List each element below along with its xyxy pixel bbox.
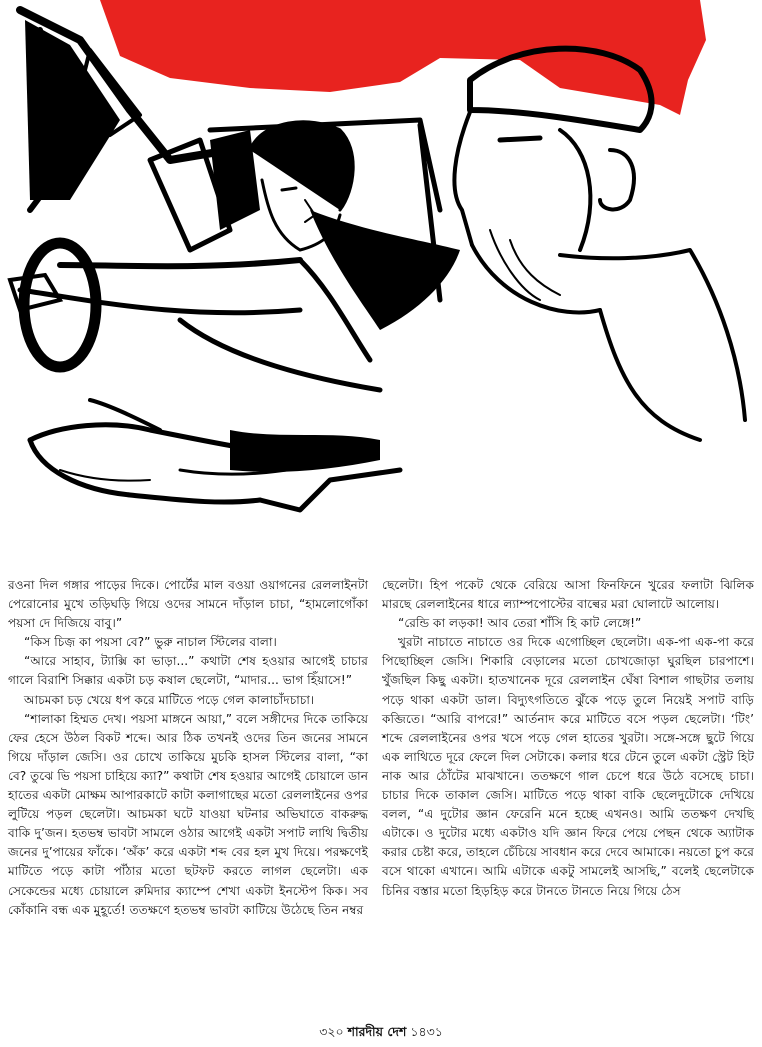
paragraph: “রেন্ডি কা লড়কা! আব তেরা শাঁসি হি কাট লেঙ্গে!”: [398, 616, 642, 631]
paragraph: “শালাকা হিম্মত দেখ। পয়সা মাঙ্গনে আয়া,” বলে সঙ্গীদের দিকে তাকিয়ে ফের হেসে উঠল বিকট শব্দে। আর ঠিক তখনই ওদের তিন জনের সামনে গিয়ে দাঁড়াল জেসি। ওর চোখে তাকিয়ে মুচকি হাসল স্টিলের বালা, “কা বে? তুঝে ভি পয়সা চাহিয়ে ক্যা?” কথাটা শেষ হওয়ার আগেই চোয়ালে ডান হাতের একটা মোক্ষম আপারকাটে কাটা কলাগাছের মতো রেললাইনের ওপর লুটিয়ে পড়ল ছেলেটা। আচমকা ঘটে যাওয়া ঘটনার অভিঘাতে বাকরুদ্ধ বাকি দু’জন। হতভম্ব ভাবটা সামলে ওঠার আগেই একটা সপাট লাথি দ্বিতীয় জনের দু’পায়ের ফাঁকে। ‘অঁক’ করে একটা শব্দ বের হল মুখ দিয়ে। পরক্ষণেই মাটিতে পড়ে কাটা পাঁঠার মতো ছটফট করতে লাগল ছেলেটা। এক সেকেন্ডের মধ্যে চোয়ালে রুমিদার ক্যাম্পে শেখা একটা ইনস্টেপ কিক। সব কোঁকানি বন্ধ এক মুহূর্তে! ততক্ষণে হতভম্ব ভাবটা কাটিয়ে উঠেছে তিন নম্বর: [8, 711, 368, 917]
paragraph: “কিস চিজ় কা পয়সা বে?” ভুরু নাচাল স্টিলের বালা।: [24, 635, 277, 650]
magazine-name: শারদীয় দেশ: [347, 1024, 407, 1039]
issue-year: ১৪৩১: [410, 1024, 443, 1039]
paragraph: রওনা দিল গঙ্গার পাড়ের দিকে। পোর্টের মাল বওয়া ওয়াগনের রেললাইনটা পেরোনোর মুখে তড়িঘড়ি গিয়ে ওদের সামনে দাঁড়াল চাচা, “হামলোগোঁকা পয়সা দে দিজিয়ে বাবু।”: [8, 578, 368, 631]
page-number: ৩২০: [319, 1024, 344, 1039]
paragraph: “আরে সাহাব, ট্যাক্সি কা ভাড়া...” কথাটা শেষ হওয়ার আগেই চাচার গালে বিরাশি সিক্কার একটা চড় কষাল ছেলেটা, “মাদার... ভাগ হিঁয়াসে!”: [8, 654, 368, 688]
paragraph: খুরটা নাচাতে নাচাতে ওর দিকে এগোচ্ছিল ছেলেটা। এক-পা এক-পা করে পিছোচ্ছিল জেসি। শিকারি বেড়ালের মতো চোখজোড়া ঘুরছিল চারপাশে। খুঁজছিল কিছু একটা। হাতখানেক দূরে রেললাইন ঘেঁষা বিশাল গাছটার তলায় পড়ে থাকা একটা ডাল। বিদ্যুৎগতিতে ঝুঁকে পড়ে তুলে নিয়েই সপাট বাড়ি কব্জিতে। “আরি বাপরে!” আর্তনাদ করে মাটিতে বসে পড়ল ছেলেটা। ‘টিং’ শব্দে রেললাইনের ওপর খসে পড়ে গেল হাতের খুরটা। সঙ্গে-সঙ্গে ছুটে গিয়ে এক লাথিতে দূরে ফেলে দিল সেটাকে। কলার ধরে টেনে তুলে একটা স্ট্রেট হিট নাক আর ঠোঁটের মাঝখানে। ততক্ষণে গাল চেপে ধরে উঠে বসেছে চাচা। চাচার দিকে তাকাল জেসি। মাটিতে পড়ে থাকা বাকি ছেলেদুটোকে দেখিয়ে বলল, “এ দুটোর জ্ঞান ফেরেনি মনে হচ্ছে এখনও। আমি ততক্ষণ দেখছি এটাকে। ও দুটোর মধ্যে একটাও যদি জ্ঞান ফিরে পেয়ে পেছন থেকে অ্যাটাক করার চেষ্টা করে, তাহলে চেঁচিয়ে সাবধান করে দেবে আমাকে। নয়তো চুপ করে বসে থাকো এখানে। আমি এটাকে একটু সামলেই আসছি,” বলেই ছেলেটাকে চিনির বস্তার মতো হিড়হিড় করে টানতে টানতে নিয়ে গিয়ে ঠেস: [382, 635, 754, 898]
sleeve-shading: [230, 430, 380, 472]
car-window: [25, 20, 120, 200]
paragraph: ছেলেটা। হিপ পকেট থেকে বেরিয়ে আসা ফিনফিনে খুরের ফলাটা ঝিলিক মারছে রেললাইনের ধারে ল্যাম্পপোস্টের বাল্বের মরা ঘোলাটে আলোয়।: [382, 578, 754, 612]
page-footer: [0, 1024, 762, 1044]
dark-cloth: [310, 210, 460, 330]
text-column-right: [382, 576, 754, 901]
paragraph: আচমকা চড় খেয়ে ধপ করে মাটিতে পড়ে গেল কালাচাঁদচাচা।: [24, 692, 315, 707]
text-column-left: [8, 576, 368, 920]
old-man-figure: [454, 49, 745, 440]
